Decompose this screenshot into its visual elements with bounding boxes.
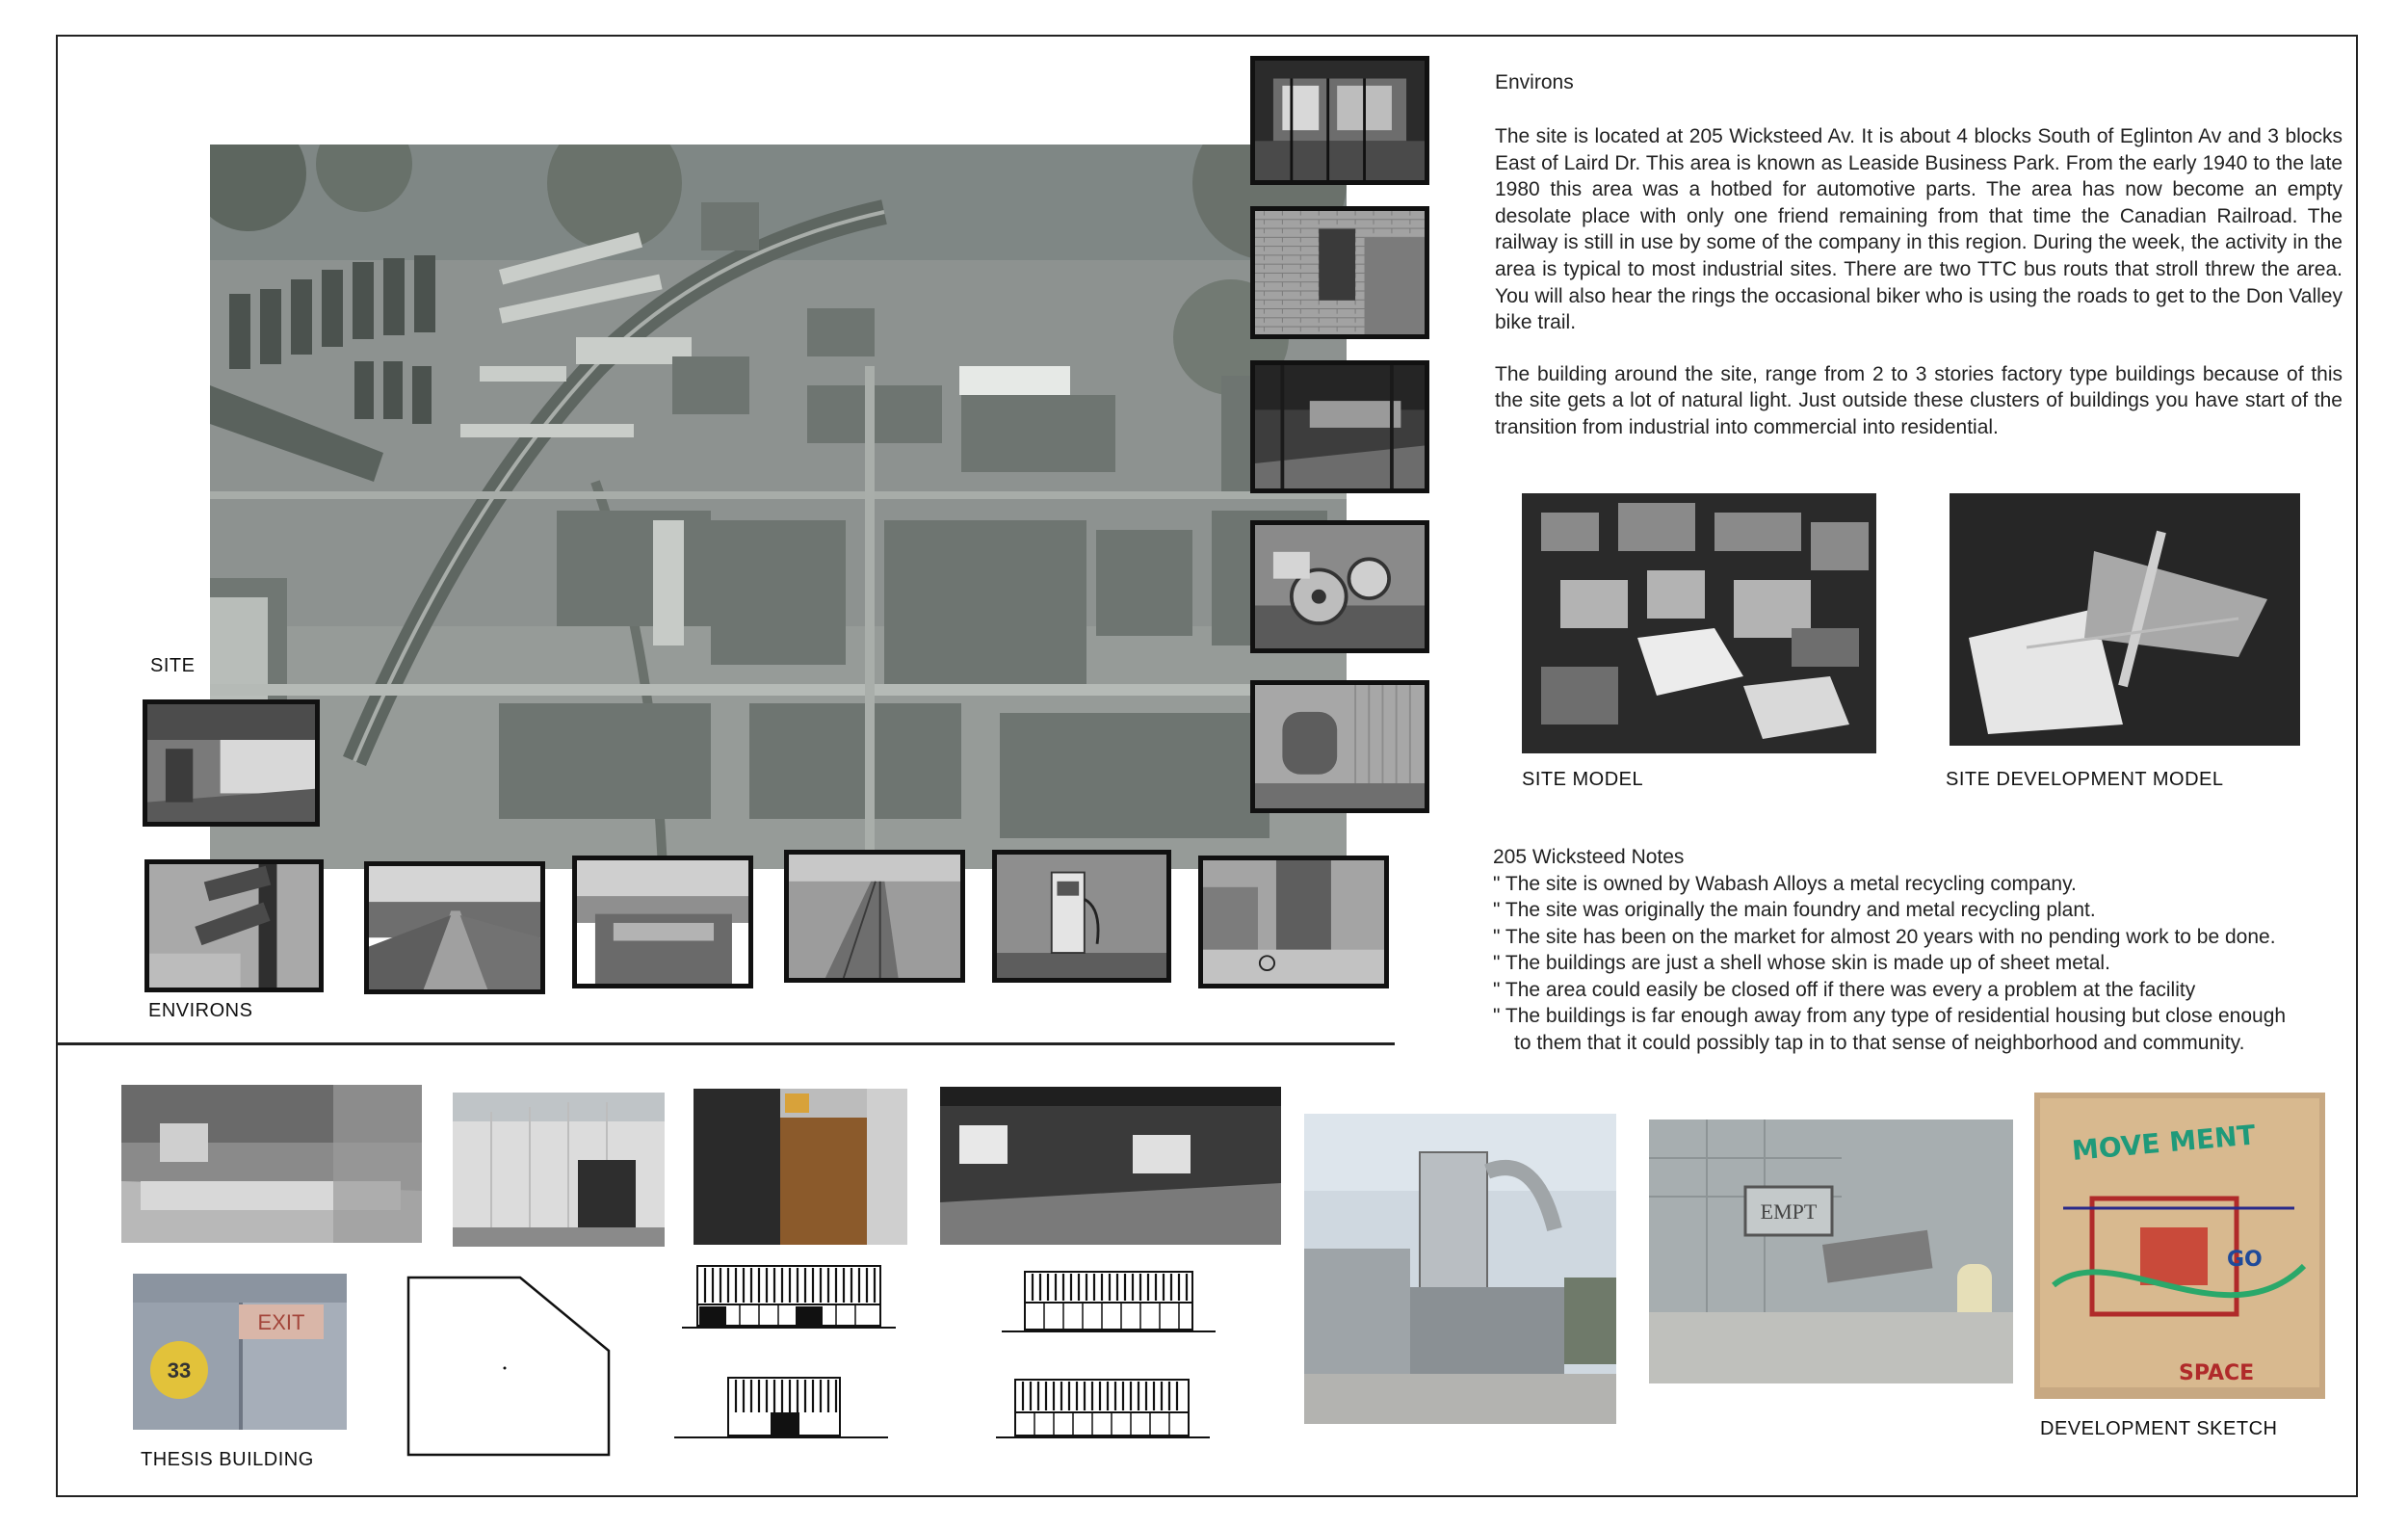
environs-label: ENVIRONS — [148, 1000, 253, 1021]
site-development-model-photo — [1950, 493, 2300, 746]
note-item: " The site has been on the market for almost 20 years with no pending work to be done. — [1493, 925, 2276, 948]
note-item: " The area could easily be closed off if there was every a problem at the facility — [1493, 978, 2196, 1001]
note-item: " The site was originally the main foundry and metal recycling plant. — [1493, 899, 2096, 921]
elevation-drawing-rear — [674, 1374, 888, 1439]
environs-paragraph-2: The building around the site, range from 2 to 3 stories factory type buildings because of this the site gets a lot of natural light. Just outside these clusters of buildings you have start of the transition from industrial into commercial into residential. — [1495, 362, 2343, 438]
photo-development-sketch — [2034, 1093, 2325, 1399]
site-development-model-label: SITE DEVELOPMENT MODEL — [1946, 769, 2224, 790]
photo-machinery-pulleys — [1250, 520, 1429, 653]
photo-thesis-exit-door — [133, 1274, 347, 1430]
photo-highway — [364, 861, 545, 994]
thesis-building-label: THESIS BUILDING — [141, 1449, 314, 1470]
door-number-text: 33 — [167, 1358, 192, 1383]
photo-tank-beside-siding — [1250, 680, 1429, 813]
site-label: SITE — [150, 655, 196, 676]
notes-title: 205 Wicksteed Notes — [1493, 846, 1685, 868]
empty-sign-text: EMPT — [1760, 1199, 1818, 1224]
elevation-drawing-front — [682, 1262, 896, 1330]
site-model-label: SITE MODEL — [1522, 769, 1644, 790]
note-item: " The buildings is far enough away from any type of residential housing but close enough — [1493, 1005, 2287, 1027]
note-item-continuation: to them that it could possibly tap in to that sense of neighborhood and community. — [1514, 1031, 2245, 1054]
aerial-site-photo — [210, 145, 1347, 869]
elevation-drawing-side — [1002, 1268, 1216, 1333]
thesis-site-plan-drawing — [405, 1274, 620, 1459]
photo-gas-pump — [992, 850, 1171, 983]
photo-street-cyclist — [1198, 856, 1389, 988]
photo-railway-tracks — [784, 850, 965, 983]
exit-sign-text: EXIT — [257, 1310, 305, 1334]
note-item: " The buildings are just a shell whose skin is made up of sheet metal. — [1493, 952, 2110, 974]
photo-warehouse-interior — [1250, 360, 1429, 493]
photo-industrial-rooftops — [572, 856, 753, 988]
sketch-word: GO — [2227, 1248, 2263, 1272]
site-model-photo — [1522, 493, 1876, 753]
photo-thesis-empty-sign — [1649, 1120, 2013, 1383]
section-divider — [56, 1042, 1395, 1045]
environs-text — [1495, 123, 2343, 466]
photo-brick-doorway — [1250, 206, 1429, 339]
wicksteed-notes — [1493, 844, 2286, 1056]
note-item: " The site is owned by Wabash Alloys a metal recycling company. — [1493, 872, 2077, 895]
elevation-drawing-side-2 — [996, 1376, 1210, 1439]
photo-street-signs — [144, 859, 324, 992]
sketch-word: SPACE — [2179, 1361, 2255, 1385]
development-sketch-label: DEVELOPMENT SKETCH — [2040, 1418, 2278, 1439]
environs-heading: Environs — [1495, 71, 1574, 93]
photo-thesis-bay-interior — [940, 1087, 1281, 1245]
environs-paragraph-1: The site is located at 205 Wicksteed Av. It is about 4 blocks South of Eglinton Av and 3 blocks East of Laird Dr. This area is known as Leaside Business Park. From the early 1940 to the late 1980 this area was a hotbed for automotive parts. The area has now become an empty desolate place with only one friend remaining from that time the Canadian Railroad. The railway is still in use by some of the company in this region. During the week, the activity in the area is typical to most industrial sites. There are two TTC bus routs that stroll threw the area. You will also hear the rings the occasional biker who is using the roads to get to the Don Valley bike trail. — [1495, 125, 2343, 334]
photo-site-interior — [143, 699, 320, 827]
photo-building-interior — [1250, 56, 1429, 185]
photo-thesis-interior-panorama — [121, 1085, 422, 1243]
photo-thesis-exterior-wall — [453, 1093, 665, 1247]
photo-thesis-door — [694, 1089, 907, 1245]
photo-thesis-silo — [1304, 1114, 1616, 1424]
sketch-word: MOVE MENT — [2070, 1119, 2257, 1167]
